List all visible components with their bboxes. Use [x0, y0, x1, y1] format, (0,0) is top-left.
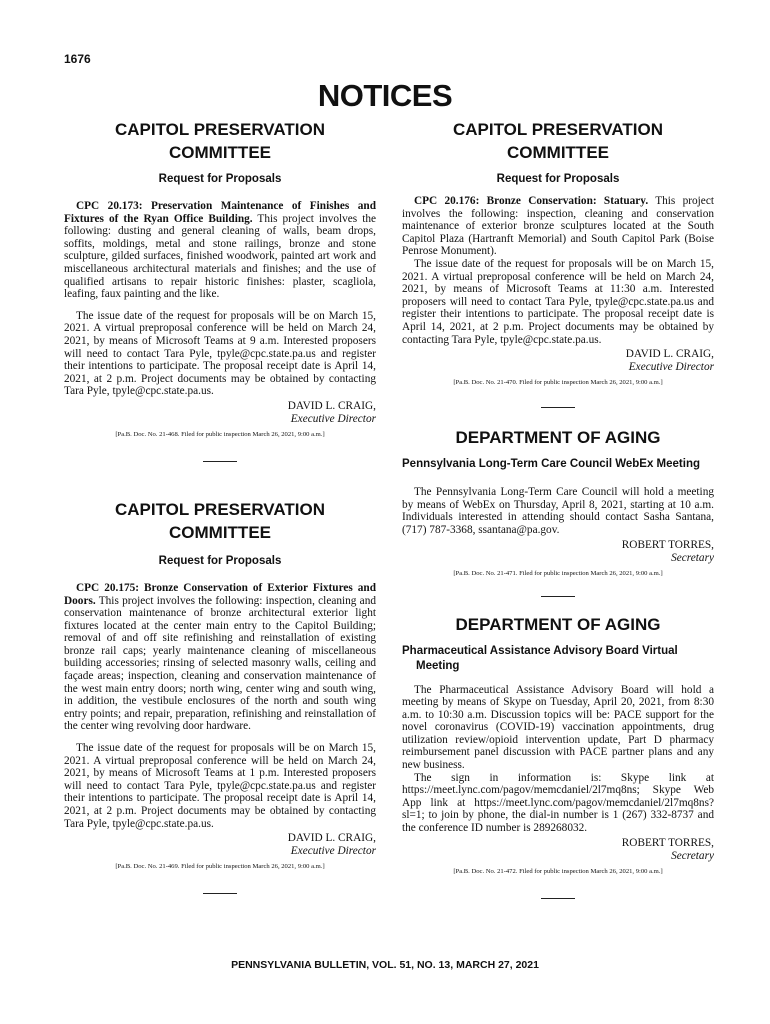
- notice-agency: CAPITOL PRESERVATION COMMITTEE: [114, 499, 326, 542]
- notice-body-2: The issue date of the request for proposals will be on March 15, 2021. A virtual preproposal conference will be held on March 24, 2021, by means of Microsoft Teams at 9 a.m. Interested proposers will need to contact Tara Pyle, tpyle@cpc.state.pa.us and register their intentions to participate. The proposal receipt date is April 14, 2021, at 2 p.m. Project documents may be obtained by contacting Tara Pyle, tpyle@cpc.state.pa.us.: [64, 309, 376, 398]
- page-footer: PENNSYLVANIA BULLETIN, VOL. 51, NO. 13, MARCH 27, 2021: [231, 959, 539, 971]
- notice-agency: CAPITOL PRESERVATION COMMITTEE: [452, 120, 664, 162]
- doc-reference: [Pa.B. Doc. No. 21-469. Filed for public inspection March 26, 2021, 9:00 a.m.]: [115, 863, 325, 871]
- section-divider: [541, 407, 575, 408]
- notice-agency: DEPARTMENT OF AGING: [455, 428, 661, 448]
- notice-lead-title: CPC 20.175: Bronze Conservation of Exterior Fixtures and Doors.: [64, 581, 376, 607]
- notice-body: The Pennsylvania Long-Term Care Council will hold a meeting by means of WebEx on Thursday, April 8, 2021, starting at 10 a.m. Individuals interested in attending should contact Sasha Santana, (717) 787-3368, ssantana@pa.gov.: [402, 486, 714, 536]
- notice-agency: DEPARTMENT OF AGING: [455, 614, 661, 634]
- notice-cpc-20-175: [64, 498, 376, 871]
- notice-paab: [402, 613, 714, 876]
- notice-body-2: The issue date of the request for proposals will be on March 15, 2021. A virtual preproposal conference will be held on March 24, 2021, by means of Microsoft Teams at 1 p.m. Interested proposers will need to contact Tara Pyle, tpyle@cpc.state.pa.us and register their intentions to participate. The proposal receipt date is April 14, 2021, at 2 p.m. Project documents may be obtained by contacting Tara Pyle, tpyle@cpc.state.pa.us.: [64, 742, 376, 830]
- notice-lead-text: This project involves the following: inspection, cleaning and conservation maintenance of exterior bronze sculptures located at the South Capitol Plaza (Hartranft Memorial) and South Capitol Park (Boise Penrose Monument).: [402, 195, 714, 258]
- notice-body: [402, 195, 714, 258]
- notice-body: The Pharmaceutical Assistance Advisory Board will hold a meeting by means of Skype on Tuesday, April 20, 2021, from 8:30 a.m. to 10:30 a.m. Discussion topics will be: PACE support for the novel coronavirus (COVID-19) vaccination appointments, drug utilization review/opioid intervention update, Part D pharmacy reimbursement panel discussion with PACE partner plans and any new business.: [402, 683, 714, 772]
- section-divider: [203, 893, 237, 894]
- notice-body-2: The sign in information is: Skype link at https://meet.lync.com/pagov/memcdaniel/2l7mq8ns; Skype Web App link at https://meet.lync.com/pagov/memcdaniel/2l7mq8ns?sl=1; to join by phone, the dial-in number is 1 (267) 332-8737 and the conference ID number is 289268032.: [402, 771, 714, 835]
- notice-body: [64, 582, 376, 733]
- section-title: NOTICES: [317, 78, 453, 113]
- signer-title: Secretary: [671, 551, 714, 564]
- signer-name: DAVID L. CRAIG,: [287, 399, 376, 412]
- notice-cpc-20-176: [402, 118, 714, 387]
- notice-subhead: Request for Proposals: [158, 173, 282, 185]
- signer-title: Executive Director: [290, 412, 376, 425]
- section-divider: [203, 461, 237, 462]
- notice-lead-title: CPC 20.176: Bronze Conservation: Statuary.: [414, 195, 649, 207]
- notice-cpc-20-173: [64, 118, 376, 439]
- page-number: 1676: [64, 52, 91, 66]
- signer-title: Executive Director: [290, 845, 376, 858]
- section-divider: [541, 596, 575, 597]
- signer-name: DAVID L. CRAIG,: [287, 832, 376, 845]
- section-divider: [541, 898, 575, 899]
- doc-reference: [Pa.B. Doc. No. 21-472. Filed for public inspection March 26, 2021, 9:00 a.m.]: [453, 867, 663, 875]
- notice-ltc-council: [402, 426, 714, 577]
- notice-lead-text: This project involves the following: inspection, cleaning and conservation maintenance of bronze architectural exterior light fixtures located at the center main entry to the Capitol Building; removal of and off site refinishing and reinstallation of existing bronze rail caps; yearly maintenance cleaning of miscellaneous building accessories; rinsing of selected masonry walls, ceiling and façade areas; inspection, cleaning and conservation maintenance of the west main entry doors; north wing, center wing and south wing, in addition, the vestibule enclosures of the north and south wing entry points; and repair, preparation, refinishing and reinstallation of the center wing revolving door hardware.: [64, 594, 376, 733]
- left-column: [64, 118, 376, 894]
- right-column: [402, 118, 714, 899]
- signer-name: ROBERT TORRES,: [621, 836, 714, 849]
- notice-subhead: Request for Proposals: [158, 554, 282, 567]
- notice-subhead: Request for Proposals: [496, 173, 620, 185]
- notice-agency: CAPITOL PRESERVATION COMMITTEE: [114, 120, 326, 162]
- signer-title: Secretary: [671, 849, 714, 862]
- doc-reference: [Pa.B. Doc. No. 21-471. Filed for public inspection March 26, 2021, 9:00 a.m.]: [453, 569, 663, 577]
- doc-reference: [Pa.B. Doc. No. 21-468. Filed for public inspection March 26, 2021, 9:00 a.m.]: [115, 430, 325, 438]
- notice-lead-title: CPC 20.173: Preservation Maintenance of Finishes and Fixtures of the Ryan Office Building.: [64, 200, 376, 225]
- notice-subhead: Pennsylvania Long-Term Care Council WebEx Meeting: [402, 458, 700, 471]
- doc-reference: [Pa.B. Doc. No. 21-470. Filed for public inspection March 26, 2021, 9:00 a.m.]: [453, 379, 663, 387]
- signer-name: ROBERT TORRES,: [621, 538, 714, 551]
- notice-subhead: Pharmaceutical Assistance Advisory Board Virtual Meeting: [402, 644, 678, 672]
- notice-lead-text: This project involves the following: dusting and general cleaning of walls, beam drops, soffits, moldings, metal and stone railings, bronze and stone sculpture, gilded surfaces, finished woodwork, painted art work and miscellaneous architectural materials and finishes; and the use of qualified artisans to repair historic finishes: plaster, scagliola, leafing, faux painting and the like.: [64, 212, 377, 301]
- notice-body: [64, 200, 376, 301]
- notice-body-2: The issue date of the request for proposals will be on March 15, 2021. A virtual preproposal conference will be held on March 24, 2021, by means of Microsoft Teams at 11:30 a.m. Interested proposers will need to contact Tara Pyle, tpyle@cpc.state.pa.us and register their intentions to participate. The proposal receipt date is April 14, 2021, at 2 p.m. Project documents may be obtained by contacting Tara Pyle, tpyle@cpc.state.pa.us.: [402, 257, 714, 346]
- signer-title: Executive Director: [628, 361, 714, 374]
- signer-name: DAVID L. CRAIG,: [625, 348, 714, 361]
